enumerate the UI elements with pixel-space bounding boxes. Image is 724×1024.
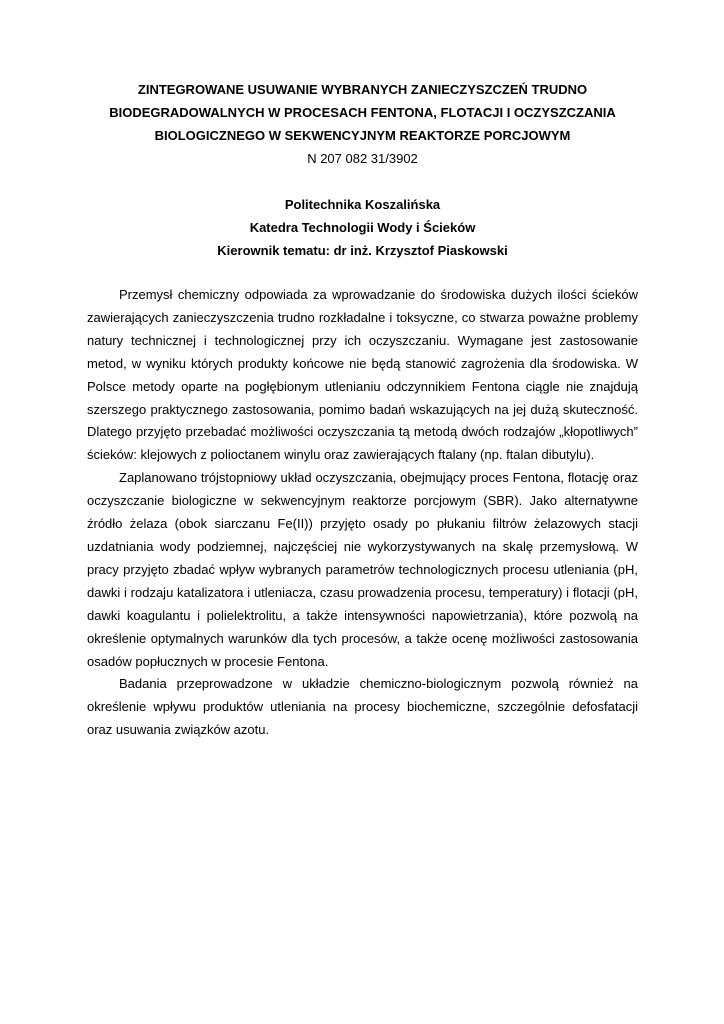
document-title bbox=[87, 78, 638, 170]
project-code: N 207 082 31/3902 bbox=[307, 151, 418, 166]
title-line-3: BIOLOGICZNEGO W SEKWENCYJNYM REAKTORZE PORCJOWYM bbox=[154, 128, 571, 143]
department-name: Katedra Technologii Wody i Ścieków bbox=[249, 220, 476, 235]
paragraph-2: Zaplanowano trójstopniowy układ oczyszczania, obejmujący proces Fentona, flotację oraz oczyszczanie biologiczne w sekwencyjnym reaktorze porcjowym (SBR). Jako alternatywne źródło żelaza (obok siarczanu Fe(II)) przyjęto osady po płukaniu filtrów żelazowych stacji uzdatniania wody podziemnej, najczęściej nie wykorzystywanych na skalę przemysłową. W pracy przyjęto zbadać wpływ wybranych parametrów technologicznych procesu utleniania (pH, dawki i rodzaju katalizatora i utleniacza, czasu prowadzenia procesu, temperatury) i flotacji (pH, dawki koagulantu i polielektrolitu, a także intensywności napowietrzania), które pozwolą na określenie optymalnych warunków dla tych procesów, a także ocenę możliwości zastosowania osadów popłucznych w procesie Fentona. bbox=[87, 470, 638, 669]
paragraph-3: Badania przeprowadzone w układzie chemiczno-biologicznym pozwolą również na określenie wpływu produktów utleniania na procesy biochemiczne, szczególnie defosfatacji oraz usuwania związków azotu. bbox=[87, 676, 638, 738]
title-line-1: ZINTEGROWANE USUWANIE WYBRANYCH ZANIECZYSZCZEŃ TRUDNO bbox=[137, 82, 588, 97]
body-text bbox=[87, 284, 638, 742]
project-supervisor: Kierownik tematu: dr inż. Krzysztof Piaskowski bbox=[217, 243, 508, 258]
university-name: Politechnika Koszalińska bbox=[284, 197, 441, 212]
affiliation-block bbox=[87, 193, 638, 262]
paragraph-1: Przemysł chemiczny odpowiada za wprowadzanie do środowiska dużych ilości ścieków zawierających zanieczyszczenia trudno rozkładalne i toksyczne, co stwarza poważne problemy natury technicznej i technologicznej przy ich oczyszczaniu. Wymagane jest zastosowanie metod, w wyniku których produkty końcowe nie będą stanowić zagrożenia dla środowiska. W Polsce metody oparte na pogłębionym utlenianiu odczynnikiem Fentona ciągle nie znajdują szerszego praktycznego zastosowania, pomimo badań wskazujących na jej dużą skuteczność. Dlatego przyjęto przebadać możliwości oczyszczania tą metodą dwóch rodzajów „kłopotliwych” ścieków: klejowych z polioctanem winylu oraz zawierających ftalany (np. ftalan dibutylu). bbox=[87, 287, 638, 463]
title-line-2: BIODEGRADOWALNYCH W PROCESACH FENTONA, FLOTACJI I OCZYSZCZANIA bbox=[109, 105, 616, 120]
